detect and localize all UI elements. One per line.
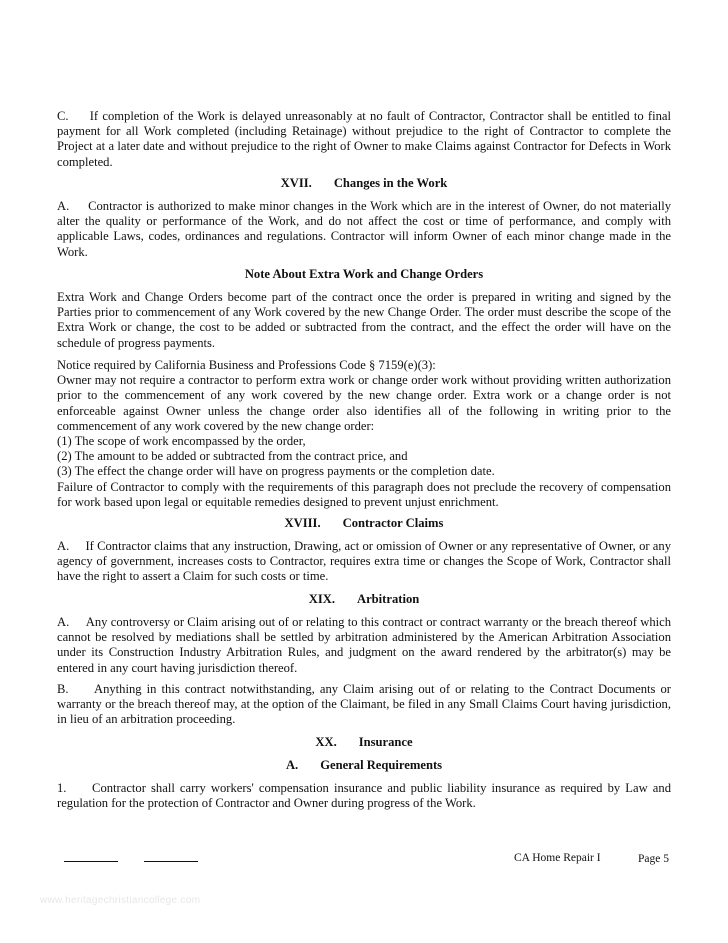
section-number: XIX.	[308, 592, 335, 606]
notice-line: Failure of Contractor to comply with the requirements of this paragraph does not preclude the recovery of compensation for work based upon legal or equitable remedies designed to prevent unjust enrichment.	[57, 479, 671, 509]
paragraph-extra-work-change-orders: Extra Work and Change Orders become part of the contract once the order is prepared in writing and signed by the Parties prior to commencement of any Work covered by the new Change Order. The order must describe the scope of the Extra Work or change, the cost to be added or subtracted from the contract, and the effect the order will have on the schedule of progress payments.	[57, 290, 671, 350]
section-heading-arbitration	[57, 592, 671, 607]
footer-document-title: CA Home Repair I	[514, 852, 601, 864]
paragraph-a-contractor-claims: A. If Contractor claims that any instruction, Drawing, act or omission of Owner or any representative of Owner, or any agency of government, increases costs to Contractor, requires extra time or changes the Scope of Work, Contractor shall have the right to assert a Claim for such costs or time.	[57, 539, 671, 584]
section-title: Contractor Claims	[342, 516, 444, 530]
section-number: XVII.	[280, 176, 312, 190]
subsection-title: General Requirements	[320, 758, 443, 772]
paragraph-a-arbitration: A. Any controversy or Claim arising out of or relating to this contract or contract warranty or the breach thereof which cannot be resolved by mediations shall be settled by arbitration administered by the American Arbitration Association under its Construction Industry Arbitration Rules, and judgment on the award rendered by the arbitrator(s) may be entered in any court having jurisdiction thereof.	[57, 615, 671, 675]
subsection-heading-general-requirements	[57, 758, 671, 773]
notice-list-item: (3) The effect the change order will have on progress payments or the completion date.	[57, 464, 495, 479]
section-number: XVIII.	[284, 516, 321, 530]
paragraph-a-minor-changes: A. Contractor is authorized to make minor changes in the Work which are in the interest of Owner, do not materially alter the quality or performance of the Work, and do not affect the cost or time of performance, and comply with applicable Laws, codes, ordinances and regulations. Contractor will inform Owner of each minor change made in the Work.	[57, 199, 671, 259]
notice-list-item: (1) The scope of work encompassed by the order,	[57, 434, 306, 449]
subsection-number: A.	[285, 758, 299, 772]
paragraph-1-workers-compensation: 1. Contractor shall carry workers' compensation insurance and public liability insurance as required by Law and regulation for the protection of Contractor and Owner during progress of the Work.	[57, 781, 671, 811]
paragraph-c-final-payment: C. If completion of the Work is delayed unreasonably at no fault of Contractor, Contractor shall be entitled to final payment for all Work completed (including Retainage) without prejudice to the right of Contractor to complete the Project at a later date and without prejudice to the right of Owner to make Claims against Contractor for Defects in Work completed.	[57, 109, 671, 169]
notice-list-item: (2) The amount to be added or subtracted from the contract price, and	[57, 449, 408, 464]
section-heading-contractor-claims	[57, 516, 671, 531]
section-heading-insurance	[57, 735, 671, 750]
note-heading: Note About Extra Work and Change Orders	[244, 267, 484, 281]
initials-line-contractor	[144, 861, 198, 862]
section-heading-changes-in-work	[57, 176, 671, 191]
section-title: Insurance	[358, 735, 413, 749]
notice-line: Owner may not require a contractor to perform extra work or change order work without providing written authorization prior to the commencement of any work covered by the new change order. Extra work or a change order is not enforceable against Owner unless the change order also identifies all of the following in writing prior to the commencement of any work covered by the new change order:	[57, 373, 671, 433]
initials-line-owner	[64, 861, 118, 862]
notice-block	[57, 358, 671, 510]
section-title: Arbitration	[356, 592, 420, 606]
paragraph-b-small-claims: B. Anything in this contract notwithstanding, any Claim arising out of or relating to the Contract Documents or warranty or the breach thereof may, at the option of the Claimant, be filed in any Small Claims Court having jurisdiction, in lieu of an arbitration proceeding.	[57, 682, 671, 727]
notice-line: Notice required by California Business and Professions Code § 7159(e)(3):	[57, 358, 436, 372]
watermark: www.heritagechristiancollege.com	[40, 895, 201, 906]
section-title: Changes in the Work	[333, 176, 448, 190]
footer-page-number: Page 5	[638, 853, 669, 865]
section-number: XX.	[315, 735, 337, 749]
